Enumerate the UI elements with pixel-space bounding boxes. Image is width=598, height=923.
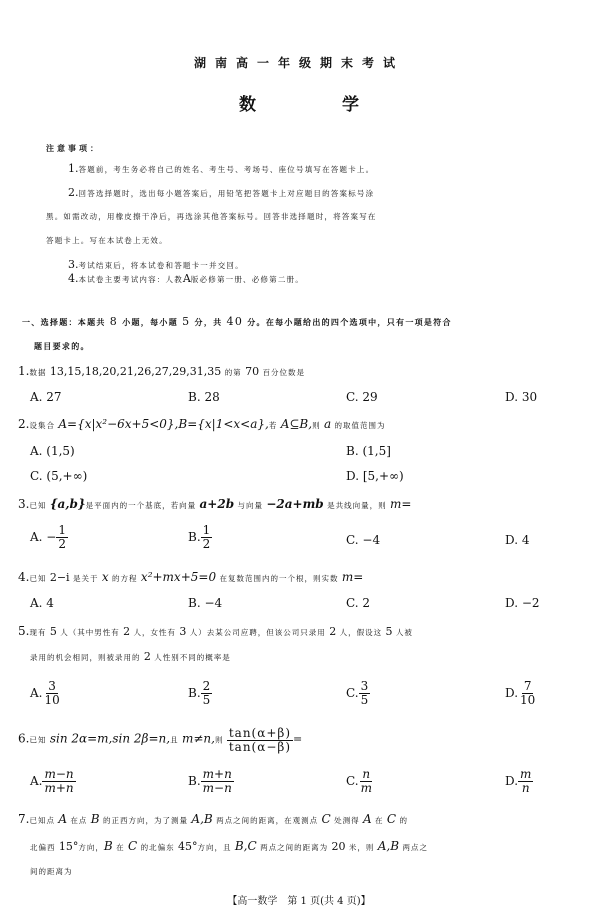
q4-option-a: A. 4	[30, 596, 54, 610]
exam-title: 湖南高一年级期末考试	[193, 56, 404, 70]
q3-option-a: A. − $\frac{1}{2}$	[30, 523, 66, 551]
page-footer: 【高一数学 第 1 页(共 4 页)】	[227, 896, 371, 907]
q4-option-b: B. −4	[188, 596, 223, 610]
q1-option-b: B. 28	[188, 390, 220, 404]
q4-option-c: C. 2	[346, 596, 371, 610]
q3-option-b: B. $\frac{1}{2}$	[188, 523, 211, 551]
note-2: 2.回答选择题时，选出每小题答案后，用铅笔把答题卡上对应题目的答案标号涂	[68, 186, 375, 199]
notes-heading: 注意事项：	[46, 143, 101, 153]
q6-option-b: B. $\frac{m+n}{m-n}$	[188, 767, 232, 795]
q1-option-d: D. 30	[505, 390, 538, 404]
q6-option-a: A. $\frac{m-n}{m+n}$	[30, 767, 74, 795]
q2-option-b: B. (1,5]	[346, 444, 391, 458]
q3-option-d: D. 4	[505, 533, 530, 547]
q5-option-c: C. $\frac{3}{5}$	[346, 679, 369, 707]
q5-option-d: D. $\frac{7}{10}$	[505, 679, 536, 707]
q2-option-c: C. (5,+∞)	[30, 469, 88, 483]
question-7: 7.已知点 A 在点 B 的正西方向，为了测量 A,B 两点之间的距离，在观测点 C 处测得 A 在 C 的	[18, 812, 408, 826]
note-3: 3.考试结束后，将本试卷和答题卡一并交回。	[68, 258, 244, 271]
question-6: 6.已知 sin 2α=m,sin 2β=n,且 m≠n,则 $\frac{\tan(\alpha+\beta)}{\tan(\alpha-\beta)}$ =	[18, 726, 303, 754]
question-3: 3.已知 {a,b}是平面内的一个基底，若向量 a+2b 与向量 −2a+mb 是共线向量，则 m=	[18, 497, 412, 511]
q2-option-a: A. (1,5)	[30, 444, 75, 458]
note-2-line3: 答题卡上。写在本试卷上无效。	[46, 236, 168, 245]
q1-option-a: A. 27	[30, 390, 62, 404]
question-5: 5.现有 5 人（其中男性有 2 人，女性有 3 人）去某公司应聘，但该公司只录用 2 人，假设这 5 人被	[18, 624, 413, 638]
question-5-line2: 录用的机会相同，则被录用的 2 人性别不同的概率是	[30, 650, 231, 663]
q4-option-d: D. −2	[505, 596, 540, 610]
question-2: 2.设集合 A={x|x²−6x+5<0},B={x|1<x<a},若 A⊆B,则 a 的取值范围为	[18, 417, 386, 431]
q1-option-c: C. 29	[346, 390, 378, 404]
section-heading: 一、选择题：本题共 8 小题，每小题 5 分，共 40 分。在每小题给出的四个选项中，只有一项是符合 题目要求的。	[22, 315, 452, 351]
note-2-line2: 黑。如需改动，用橡皮擦干净后，再选涂其他答案标号。回答非选择题时，将答案写在	[46, 212, 377, 221]
question-7-line3: 间的距离为	[30, 867, 73, 876]
question-1: 1.数据 13,15,18,20,21,26,27,29,31,35 的第 70 百分位数是	[18, 364, 305, 378]
q2-option-d: D. [5,+∞)	[346, 469, 404, 483]
q6-option-c: C. $\frac{n}{m}$	[346, 767, 372, 795]
q3-option-c: C. −4	[346, 533, 381, 547]
note-4: 4.本试卷主要考试内容：人教A版必修第一册、必修第二册。	[68, 272, 304, 285]
q5-option-b: B. $\frac{2}{5}$	[188, 679, 211, 707]
q5-option-a: A. $\frac{3}{10}$	[30, 679, 60, 707]
subject-title: 数 学	[239, 95, 399, 115]
q6-option-d: D. $\frac{m}{n}$	[505, 767, 532, 795]
question-7-line2: 北偏西 15°方向，B 在 C 的北偏东 45°方向，且 B,C 两点之间的距离为 20 米，则 A,B 两点之	[30, 839, 428, 853]
note-1: 1.答题前，考生务必将自己的姓名、考生号、考场号、座位号填写在答题卡上。	[68, 162, 375, 175]
question-4: 4.已知 2−i 是关于 x 的方程 x²+mx+5=0 在复数范围内的一个根，则实数 m=	[18, 570, 364, 584]
